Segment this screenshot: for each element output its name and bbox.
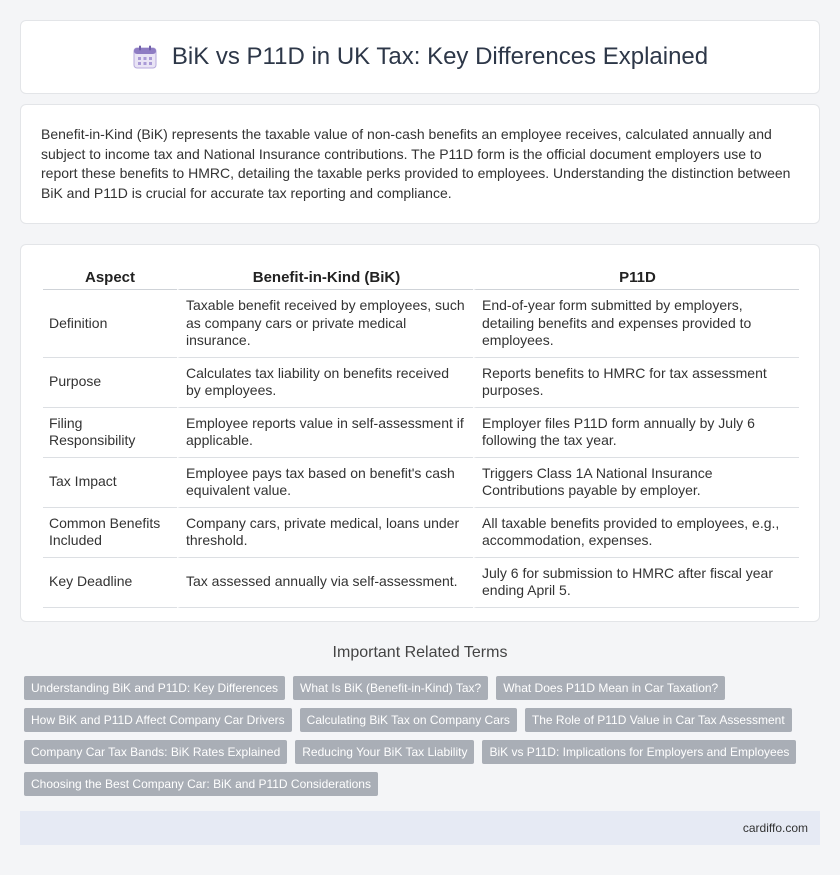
- table-cell-aspect: Purpose: [43, 358, 177, 408]
- related-term-tag[interactable]: How BiK and P11D Affect Company Car Drivers: [24, 708, 292, 732]
- title-wrap: [132, 43, 708, 71]
- footer-site[interactable]: cardiffo.com: [742, 821, 808, 835]
- related-term-tag[interactable]: BiK vs P11D: Implications for Employers and Employees: [482, 740, 796, 764]
- table-cell-bik: Company cars, private medical, loans under threshold.: [177, 508, 473, 558]
- table-row: [43, 558, 799, 608]
- table-cell-p11d: Triggers Class 1A National Insurance Contributions payable by employer.: [473, 458, 799, 508]
- table-cell-p11d: Reports benefits to HMRC for tax assessment purposes.: [473, 358, 799, 408]
- related-term-tag[interactable]: Choosing the Best Company Car: BiK and P11D Considerations: [24, 772, 378, 796]
- comparison-table-card: [20, 244, 820, 622]
- table-cell-bik: Employee pays tax based on benefit's cash equivalent value.: [177, 458, 473, 508]
- header-card: [20, 20, 820, 94]
- table-cell-p11d: End-of-year form submitted by employers, detailing benefits and expenses provided to employees.: [473, 290, 799, 358]
- table-cell-aspect: Filing Responsibility: [43, 408, 177, 458]
- comparison-table: [43, 265, 799, 608]
- related-terms-title: Important Related Terms: [332, 644, 508, 661]
- table-cell-bik: Tax assessed annually via self-assessment.: [177, 558, 473, 608]
- page-title: BiK vs P11D in UK Tax: Key Differences Explained: [171, 43, 709, 70]
- header-p11d: P11D: [473, 265, 799, 290]
- related-term-tag[interactable]: What Is BiK (Benefit-in-Kind) Tax?: [293, 676, 488, 700]
- table-row: [43, 358, 799, 408]
- related-term-tag[interactable]: Company Car Tax Bands: BiK Rates Explained: [24, 740, 287, 764]
- table-row: [43, 290, 799, 358]
- table-cell-p11d: All taxable benefits provided to employees, e.g., accommodation, expenses.: [473, 508, 799, 558]
- table-cell-aspect: Key Deadline: [43, 558, 177, 608]
- related-term-tag[interactable]: What Does P11D Mean in Car Taxation?: [496, 676, 725, 700]
- intro-card: [20, 104, 820, 224]
- related-term-tag[interactable]: Reducing Your BiK Tax Liability: [295, 740, 474, 764]
- header-aspect: Aspect: [43, 265, 177, 290]
- table-cell-aspect: Common Benefits Included: [43, 508, 177, 558]
- table-cell-aspect: Definition: [43, 290, 177, 358]
- related-term-tag[interactable]: Understanding BiK and P11D: Key Differences: [24, 676, 285, 700]
- table-header-row: [43, 265, 799, 290]
- related-terms-list: [24, 676, 820, 796]
- table-cell-bik: Employee reports value in self-assessment if applicable.: [177, 408, 473, 458]
- table-row: [43, 508, 799, 558]
- table-cell-p11d: Employer files P11D form annually by July 6 following the tax year.: [473, 408, 799, 458]
- table-cell-bik: Calculates tax liability on benefits received by employees.: [177, 358, 473, 408]
- table-cell-bik: Taxable benefit received by employees, such as company cars or private medical insurance.: [177, 290, 473, 358]
- table-row: [43, 408, 799, 458]
- related-term-tag[interactable]: Calculating BiK Tax on Company Cars: [300, 708, 517, 732]
- table-cell-p11d: July 6 for submission to HMRC after fiscal year ending April 5.: [473, 558, 799, 608]
- calendar-icon: [132, 44, 158, 70]
- header-bik: Benefit-in-Kind (BiK): [177, 265, 473, 290]
- footer: [20, 811, 820, 845]
- table-row: [43, 458, 799, 508]
- related-term-tag[interactable]: The Role of P11D Value in Car Tax Assessment: [525, 708, 792, 732]
- intro-text: Benefit-in-Kind (BiK) represents the taxable value of non-cash benefits an employee receives, calculated annually and subject to income tax and National Insurance contributions. The P11D form is the official document employers use to report these benefits to HMRC, detailing the taxable perks provided to employees. Understanding the distinction between BiK and P11D is crucial for accurate tax reporting and compliance.: [41, 126, 791, 201]
- table-cell-aspect: Tax Impact: [43, 458, 177, 508]
